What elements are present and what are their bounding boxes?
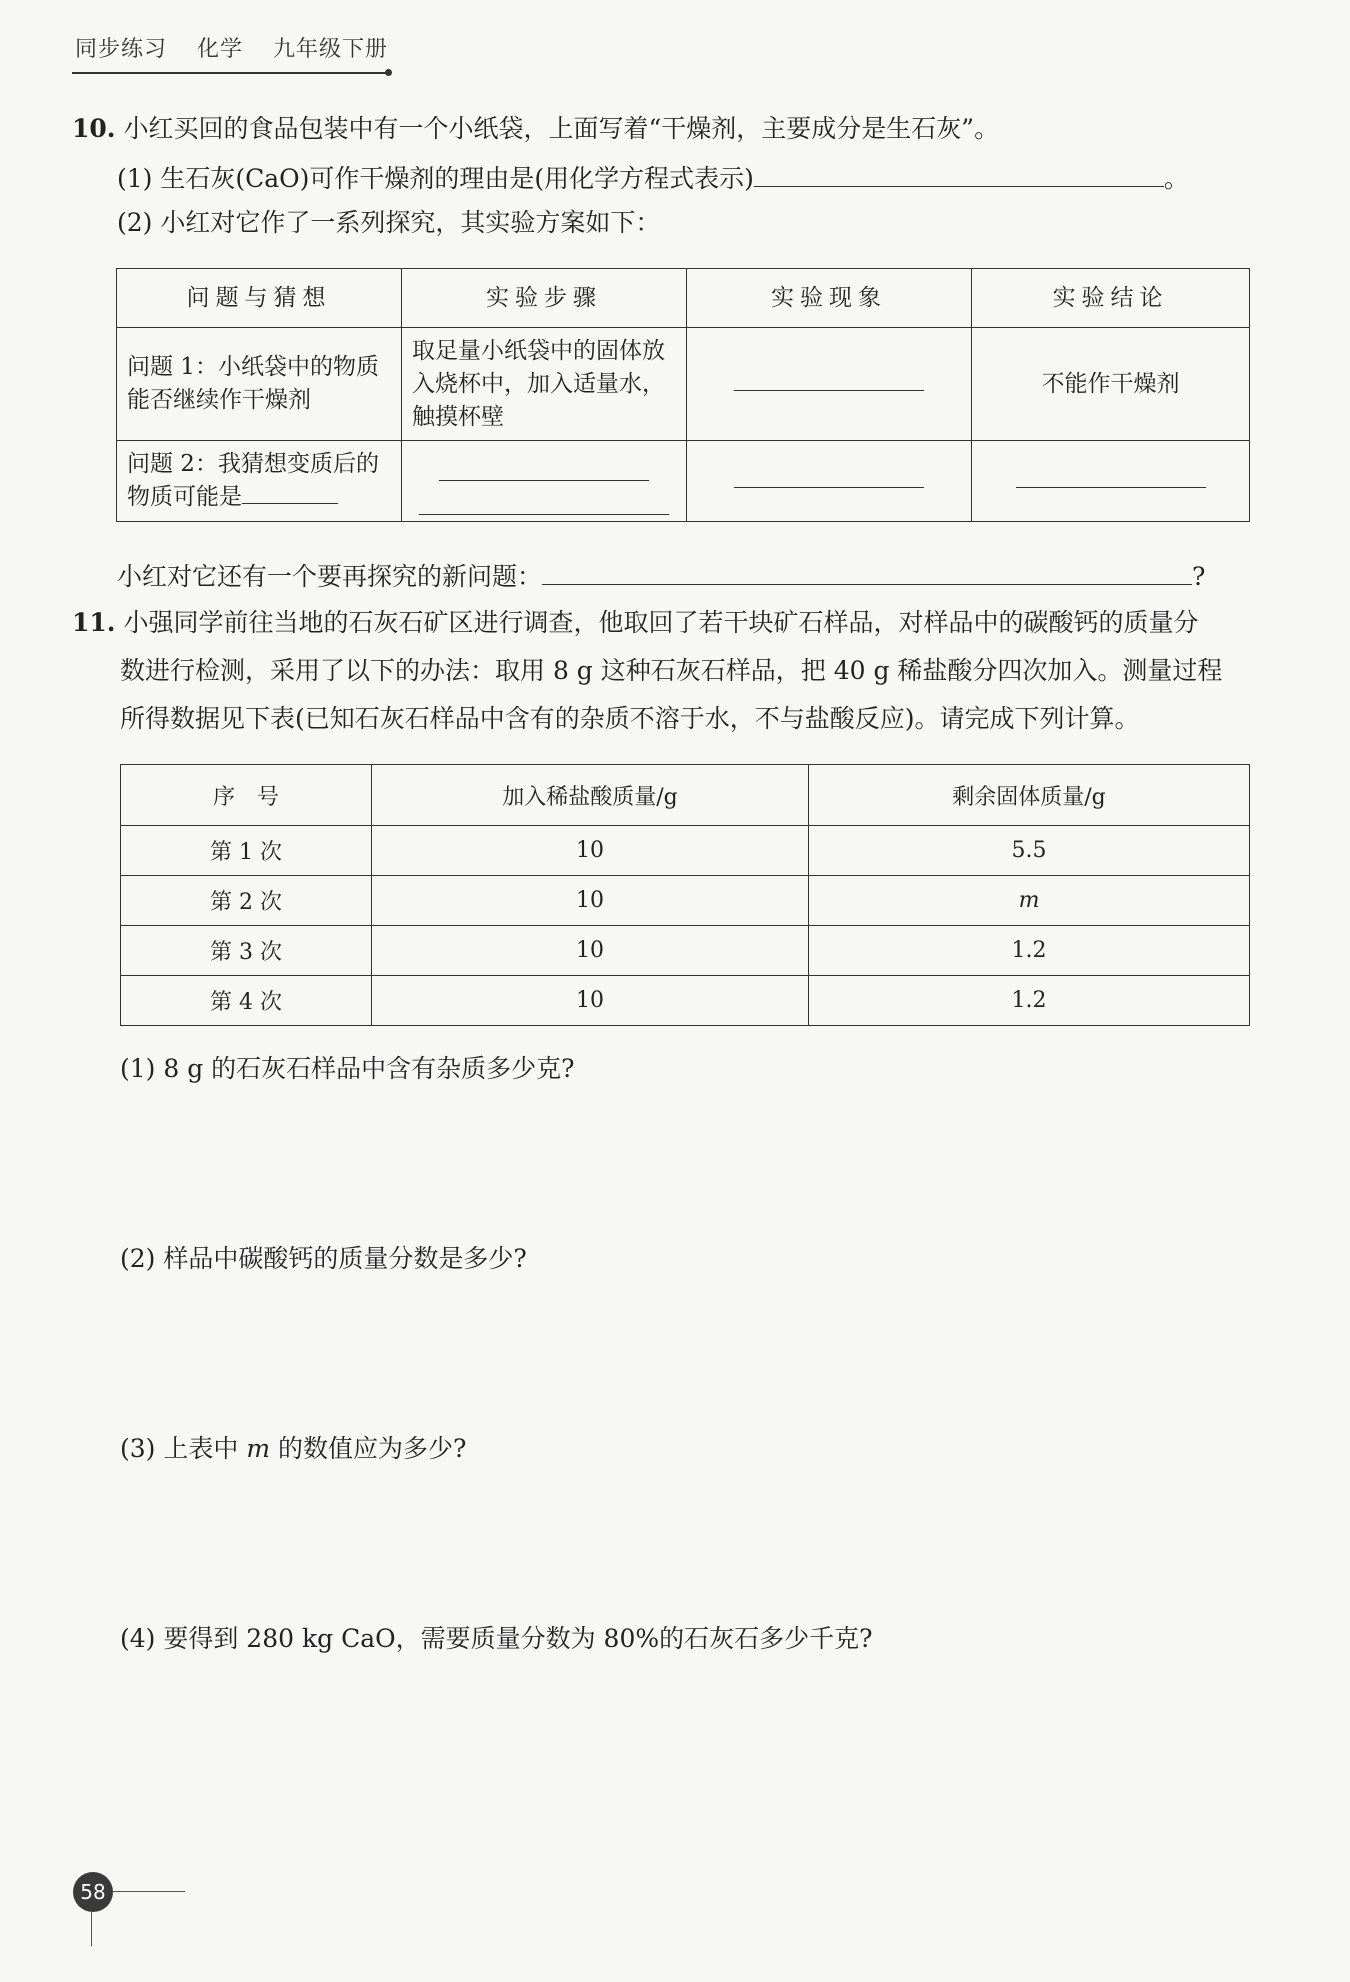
table-cell: 1.2 xyxy=(809,926,1250,976)
table-row xyxy=(121,826,1250,876)
table-cell: 第 1 次 xyxy=(121,826,372,876)
q10-followup xyxy=(117,558,1205,594)
q10-followup-blank[interactable] xyxy=(542,558,1192,585)
q11-sub3-var: m xyxy=(246,1434,271,1463)
table-row xyxy=(117,441,1250,522)
table-header-cell: 问题与猜想 xyxy=(117,269,402,328)
table-header-row xyxy=(121,765,1250,826)
table-header-cell: 加入稀盐酸质量/g xyxy=(372,765,809,826)
phenomenon1-blank[interactable] xyxy=(734,390,924,391)
q10-part2: (2) 小红对它作了一系列探究，其实验方案如下： xyxy=(117,208,661,237)
q11-stem-line1 xyxy=(72,606,1199,640)
q10-part1-text: (1) 生石灰(CaO)可作干燥剂的理由是(用化学方程式表示) xyxy=(117,164,754,193)
header-rule xyxy=(72,72,388,74)
table-cell: 10 xyxy=(372,976,809,1026)
steps2-blank-2[interactable] xyxy=(419,514,669,515)
footer-rule xyxy=(113,1891,185,1892)
table-header-cell: 序 号 xyxy=(121,765,372,826)
table-header-cell: 实验现象 xyxy=(687,269,972,328)
conclusion2-blank[interactable] xyxy=(1016,487,1206,488)
q10-number: 10. xyxy=(72,114,116,143)
q11-stem-line2: 数进行检测，采用了以下的办法：取用 8 g 这种石灰石样品，把 40 g 稀盐酸分四次加入。测量过程 xyxy=(120,656,1223,685)
phenomenon2-cell xyxy=(687,441,972,522)
footer-tick xyxy=(91,1912,92,1946)
header-grade: 九年级下册 xyxy=(273,37,389,62)
guess-blank[interactable] xyxy=(242,483,338,504)
question2-cell xyxy=(117,441,402,522)
steps2-cell xyxy=(402,441,687,522)
conclusion2-cell xyxy=(972,441,1250,522)
steps1-cell: 取足量小纸袋中的固体放入烧杯中，加入适量水，触摸杯壁 xyxy=(402,328,687,441)
table-cell: 第 3 次 xyxy=(121,926,372,976)
q10-part1-blank[interactable] xyxy=(754,160,1164,187)
table-cell: 第 4 次 xyxy=(121,976,372,1026)
q11-number: 11. xyxy=(72,608,116,637)
q11-sub2: (2) 样品中碳酸钙的质量分数是多少? xyxy=(120,1244,527,1273)
table-cell: 1.2 xyxy=(809,976,1250,1026)
table-header-cell: 实验步骤 xyxy=(402,269,687,328)
table-row xyxy=(121,876,1250,926)
q11-data-table xyxy=(120,764,1250,1026)
question1-cell: 问题 1：小纸袋中的物质能否继续作干燥剂 xyxy=(117,328,402,441)
q10-stem xyxy=(72,112,999,146)
q10-part1-end: 。 xyxy=(1163,164,1189,193)
table-row xyxy=(117,328,1250,441)
q10-followup-text: 小红对它还有一个要再探究的新问题： xyxy=(117,562,543,591)
q11-sub3-pre: (3) 上表中 xyxy=(120,1434,247,1463)
table-cell: 5.5 xyxy=(809,826,1250,876)
phenomenon2-blank[interactable] xyxy=(734,487,924,488)
q10-experiment-table xyxy=(116,268,1250,522)
table-row xyxy=(121,926,1250,976)
table-cell: 10 xyxy=(372,926,809,976)
table-cell: 10 xyxy=(372,826,809,876)
q10-followup-end: ? xyxy=(1192,562,1206,591)
phenomenon1-cell xyxy=(687,328,972,441)
table-cell: 10 xyxy=(372,876,809,926)
q11-stem-line1-text: 小强同学前往当地的石灰石矿区进行调查，他取回了若干块矿石样品，对样品中的碳酸钙的质量分 xyxy=(123,608,1199,637)
header-book: 同步练习 xyxy=(75,37,168,62)
running-header xyxy=(75,32,410,63)
table-header-row xyxy=(117,269,1250,328)
steps2-blank-1[interactable] xyxy=(439,480,649,481)
q11-sub3 xyxy=(120,1432,466,1466)
table-cell: m xyxy=(809,876,1250,926)
q10-stem-text: 小红买回的食品包装中有一个小纸袋，上面写着“干燥剂，主要成分是生石灰”。 xyxy=(123,114,1000,143)
table-header-cell: 实验结论 xyxy=(972,269,1250,328)
q10-part1 xyxy=(117,160,1189,196)
q11-sub4: (4) 要得到 280 kg CaO，需要质量分数为 80%的石灰石多少千克? xyxy=(120,1624,873,1653)
conclusion1-cell: 不能作干燥剂 xyxy=(972,328,1250,441)
table-cell: 第 2 次 xyxy=(121,876,372,926)
question2-text: 问题 2：我猜想变质后的物质可能是 xyxy=(127,451,379,510)
q11-stem-line3: 所得数据见下表(已知石灰石样品中含有的杂质不溶于水，不与盐酸反应)。请完成下列计算。 xyxy=(120,704,1140,733)
table-row xyxy=(121,976,1250,1026)
header-subject: 化学 xyxy=(197,37,244,62)
q11-sub1: (1) 8 g 的石灰石样品中含有杂质多少克? xyxy=(120,1054,575,1083)
table-header-cell: 剩余固体质量/g xyxy=(809,765,1250,826)
page-number: 58 xyxy=(73,1872,113,1912)
q11-sub3-post: 的数值应为多少? xyxy=(270,1434,467,1463)
